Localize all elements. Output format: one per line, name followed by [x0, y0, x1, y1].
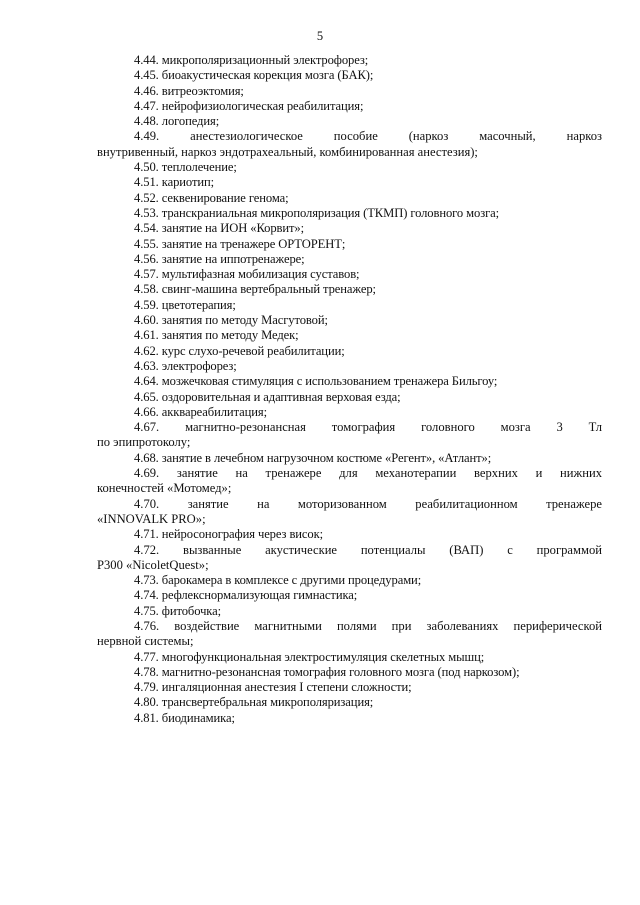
- item-text: фитобочка;: [161, 603, 222, 618]
- item-number: 4.71.: [134, 527, 159, 542]
- list-item: [97, 680, 602, 695]
- list-item-first-line: [97, 420, 602, 435]
- item-text: цветотерапия;: [161, 297, 236, 312]
- item-text: акквареабилитация;: [161, 404, 267, 419]
- item-number: 4.46.: [134, 83, 159, 98]
- item-text: кариотип;: [161, 175, 215, 190]
- item-number: 4.63.: [134, 358, 159, 373]
- item-text-continuation: Р300 «NicoletQuest»;: [97, 557, 209, 572]
- list-item: [97, 588, 602, 603]
- item-text: занятия по методу Масгутовой;: [161, 313, 328, 328]
- list-item: [97, 53, 602, 68]
- item-number: 4.74.: [134, 588, 159, 603]
- list-item: [97, 206, 602, 221]
- item-number: 4.44.: [134, 53, 159, 67]
- list-item: [97, 374, 602, 389]
- item-number: 4.81.: [134, 710, 159, 725]
- item-text: барокамера в комплексе с другими процедурами;: [161, 573, 422, 588]
- item-text: электрофорез;: [161, 358, 237, 373]
- list-item-first-line: [97, 543, 602, 558]
- list-item: [97, 114, 602, 129]
- item-text: ингаляционная анестезия I степени сложности;: [161, 680, 412, 695]
- item-text: занятия по методу Медек;: [161, 328, 299, 343]
- list-item: [97, 237, 602, 252]
- item-number: 4.80.: [134, 695, 159, 710]
- item-text: занятие в лечебном нагрузочном костюме «Регент», «Атлант»;: [161, 450, 492, 465]
- list-item: [97, 619, 602, 650]
- item-text-continuation: нервной системы;: [97, 634, 194, 649]
- item-number: 4.58.: [134, 282, 159, 297]
- list-item: [97, 604, 602, 619]
- item-number: 4.54.: [134, 221, 159, 236]
- list-item: [97, 497, 602, 528]
- item-text: магнитно-резонансная томография головного мозга (под наркозом);: [161, 664, 520, 679]
- list-item: [97, 221, 602, 236]
- item-text: мультифазная мобилизация суставов;: [161, 267, 360, 282]
- list-item: [97, 99, 602, 114]
- item-text-continuation: конечностей «Мотомед»;: [97, 481, 232, 496]
- list-item: [97, 267, 602, 282]
- list-item: [97, 650, 602, 665]
- item-text-continuation: по эпипротоколу;: [97, 435, 191, 450]
- item-text: занятие на тренажере для механотерапии верхних и нижних: [176, 466, 602, 481]
- item-text: биоакустическая корекция мозга (БАК);: [161, 68, 374, 83]
- list-item: [97, 191, 602, 206]
- item-number: 4.56.: [134, 251, 159, 266]
- item-text: витреоэктомия;: [161, 83, 244, 98]
- list-item: [97, 665, 602, 680]
- item-text: вызванные акустические потенциалы (ВАП) с программой: [183, 542, 602, 557]
- item-text: анестезиологическое пособие (наркоз масочный, наркоз: [190, 129, 602, 144]
- item-number: 4.78.: [134, 664, 159, 679]
- list-item: [97, 84, 602, 99]
- item-number: 4.51.: [134, 175, 159, 190]
- item-number: 4.60.: [134, 313, 159, 328]
- list-item: [97, 160, 602, 175]
- list-item: [97, 405, 602, 420]
- item-number: 4.61.: [134, 328, 159, 343]
- list-item-first-line: [97, 619, 602, 634]
- list-item: [97, 129, 602, 160]
- item-number: 4.47.: [134, 98, 159, 113]
- item-number: 4.62.: [134, 343, 159, 358]
- item-text: теплолечение;: [161, 160, 237, 175]
- item-text: магнитно-резонансная томография головного мозга 3 Тл: [185, 420, 602, 435]
- item-number: 4.52.: [134, 190, 159, 205]
- list-item: [97, 695, 602, 710]
- item-number: 4.57.: [134, 267, 159, 282]
- item-number: 4.76.: [134, 618, 160, 633]
- item-text: занятие на иппотренажере;: [161, 251, 305, 266]
- item-number: 4.64.: [134, 374, 159, 389]
- item-text: рефлекснормализующая гимнастика;: [161, 588, 358, 603]
- item-text: многофункциональная электростимуляция скелетных мышц;: [161, 649, 485, 664]
- item-text: транскраниальная микрополяризация (ТКМП) головного мозга;: [161, 205, 500, 220]
- list-item-first-line: [97, 497, 602, 512]
- list-item: [97, 344, 602, 359]
- item-number: 4.70.: [134, 496, 160, 511]
- item-text: биодинамика;: [161, 710, 235, 725]
- item-number: 4.72.: [134, 542, 160, 557]
- item-text: курс слухо-речевой реабилитации;: [161, 343, 345, 358]
- item-number: 4.55.: [134, 236, 159, 251]
- list-item-first-line: [97, 129, 602, 144]
- item-text: свинг-машина вертебральный тренажер;: [161, 282, 376, 297]
- item-number: 4.68.: [134, 450, 159, 465]
- item-number: 4.50.: [134, 160, 159, 175]
- list-item: [97, 313, 602, 328]
- list-item: [97, 451, 602, 466]
- item-text: оздоровительная и адаптивная верховая езда;: [161, 389, 401, 404]
- item-text: микрополяризационный электрофорез;: [161, 53, 369, 67]
- item-text: воздействие магнитными полями при заболеваниях периферической: [174, 618, 602, 633]
- item-number: 4.75.: [134, 603, 159, 618]
- list-item: [97, 328, 602, 343]
- item-number: 4.66.: [134, 404, 159, 419]
- item-text: нейрофизиологическая реабилитация;: [161, 98, 364, 113]
- procedure-list: [97, 53, 602, 726]
- item-text: секвенирование генома;: [161, 190, 289, 205]
- item-number: 4.48.: [134, 114, 159, 129]
- list-item: [97, 68, 602, 83]
- list-item: [97, 543, 602, 574]
- list-item-first-line: [97, 466, 602, 481]
- item-number: 4.77.: [134, 649, 159, 664]
- list-item: [97, 359, 602, 374]
- item-text: занятие на ИОН «Корвит»;: [161, 221, 305, 236]
- item-text: нейросонография через висок;: [161, 527, 324, 542]
- item-number: 4.53.: [134, 205, 159, 220]
- page-number: 5: [316, 29, 324, 43]
- item-text-continuation: внутривенный, наркоз эндотрахеальный, комбинированная анестезия);: [97, 144, 478, 159]
- list-item: [97, 252, 602, 267]
- list-item: [97, 466, 602, 497]
- list-item: [97, 298, 602, 313]
- list-item: [97, 420, 602, 451]
- item-text: мозжечковая стимуляция с использованием тренажера Бильгоу;: [161, 374, 498, 389]
- list-item: [97, 175, 602, 190]
- item-text: логопедия;: [161, 114, 220, 129]
- item-number: 4.45.: [134, 68, 159, 83]
- item-text: трансвертебральная микрополяризация;: [161, 695, 374, 710]
- item-text: занятие на моторизованном реабилитационном тренажере: [187, 496, 602, 511]
- list-item: [97, 527, 602, 542]
- list-item: [97, 711, 602, 726]
- item-text: занятие на тренажере ОРТОРЕНТ;: [161, 236, 346, 251]
- list-item: [97, 573, 602, 588]
- item-number: 4.49.: [134, 129, 160, 144]
- item-number: 4.73.: [134, 573, 159, 588]
- list-item: [97, 390, 602, 405]
- item-number: 4.59.: [134, 297, 159, 312]
- item-number: 4.69.: [134, 466, 160, 481]
- item-number: 4.67.: [134, 420, 160, 435]
- item-text-continuation: «INNOVALK PRO»;: [97, 511, 206, 526]
- list-item: [97, 282, 602, 297]
- item-number: 4.65.: [134, 389, 159, 404]
- item-number: 4.79.: [134, 680, 159, 695]
